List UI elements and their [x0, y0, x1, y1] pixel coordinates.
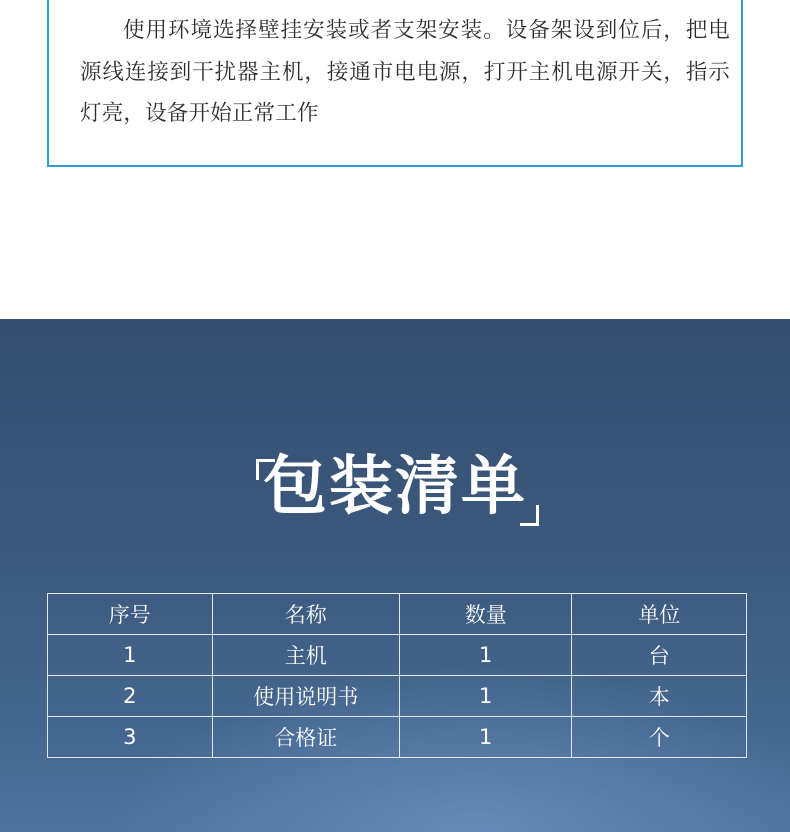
row-2-unit: 本 — [572, 676, 747, 717]
row-2-index: 2 — [48, 676, 213, 717]
row-3-index: 3 — [48, 717, 213, 758]
header-name: 名称 — [212, 594, 399, 635]
header-unit: 单位 — [572, 594, 747, 635]
row-1-unit: 台 — [572, 635, 747, 676]
instructions-text: 使用环境选择壁挂安装或者支架安装。设备架设到位后，把电源线连接到干扰器主机，接通市电电源，打开主机电源开关，指示灯亮，设备开始正常工作 — [80, 18, 730, 126]
row-1-index: 1 — [48, 635, 213, 676]
instructions-section — [0, 0, 790, 320]
row-3-name: 合格证 — [212, 717, 399, 758]
row-1-quantity: 1 — [399, 635, 572, 676]
row-3-quantity: 1 — [399, 717, 572, 758]
instructions-box — [47, 0, 743, 167]
table-row — [48, 635, 747, 676]
packing-list-title: 包装清单 — [263, 450, 527, 524]
header-quantity: 数量 — [399, 594, 572, 635]
row-2-name: 使用说明书 — [212, 676, 399, 717]
row-3-unit: 个 — [572, 717, 747, 758]
table-row — [48, 676, 747, 717]
packing-list-section — [0, 319, 790, 832]
title-right-bracket-icon — [520, 505, 539, 526]
header-index: 序号 — [48, 594, 213, 635]
table-row — [48, 717, 747, 758]
row-2-quantity: 1 — [399, 676, 572, 717]
packing-list-table — [47, 593, 747, 758]
table-header-row — [48, 594, 747, 635]
row-1-name: 主机 — [212, 635, 399, 676]
